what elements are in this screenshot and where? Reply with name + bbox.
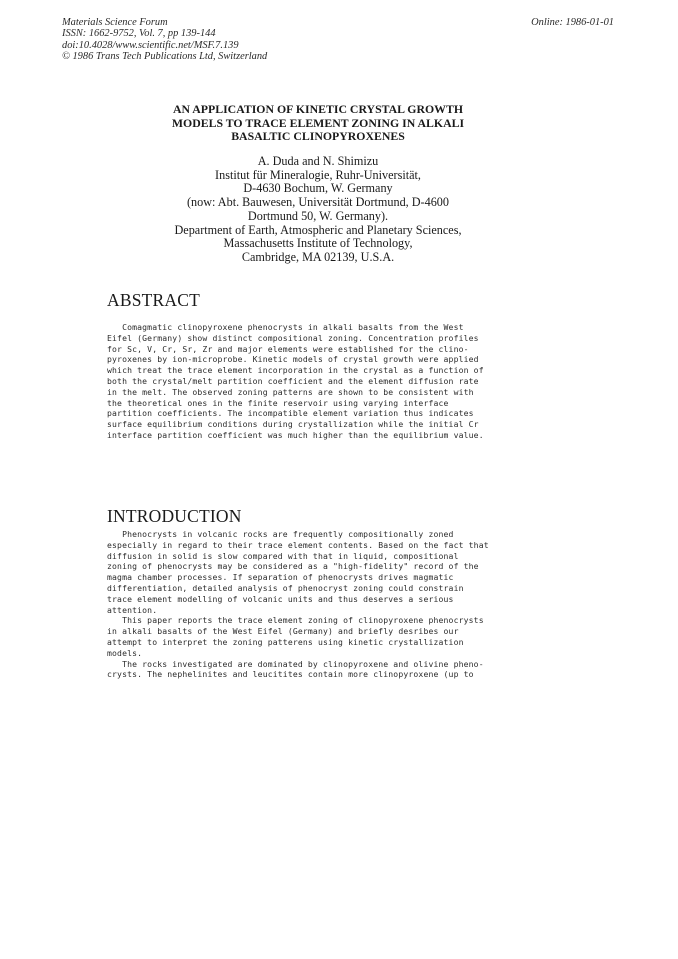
journal-name: Materials Science Forum xyxy=(62,17,168,28)
journal-doi[interactable]: doi:10.4028/www.scientific.net/MSF.7.139 xyxy=(62,39,239,51)
abstract-line: partition coefficients. The incompatible element variation thus indicates xyxy=(107,408,474,419)
intro-line: magma chamber processes. If separation of phenocrysts drives magmatic xyxy=(107,572,454,583)
journal-copyright: © 1986 Trans Tech Publications Ltd, Switzerland xyxy=(62,51,268,63)
abstract-line: pyroxenes by ion-microprobe. Kinetic models of crystal growth were applied xyxy=(107,354,479,365)
abstract-line: for Sc, V, Cr, Sr, Zr and major elements were established for the clino- xyxy=(107,343,469,354)
introduction-heading: INTRODUCTION xyxy=(107,506,242,526)
intro-line: trace element modelling of volcanic units and thus deserves a serious xyxy=(107,593,454,604)
introduction-body xyxy=(107,529,489,680)
abstract-line: which treat the trace element incorporation in the crystal as a function of xyxy=(107,365,484,376)
affiliation-line: Institut für Mineralogie, Ruhr-Universität, xyxy=(215,167,421,182)
online-date: Online: 1986-01-01 xyxy=(531,17,614,28)
affiliation-line: (now: Abt. Bauwesen, Universität Dortmund, D-4600 xyxy=(187,195,449,210)
intro-line: diffusion in solid is slow compared with that in liquid, compositional xyxy=(107,550,459,561)
intro-line: The rocks investigated are dominated by clinopyroxene and olivine pheno- xyxy=(107,658,484,669)
intro-line: crysts. The nephelinites and leucitites contain more clinopyroxene (up to xyxy=(107,669,474,680)
intro-line: especially in regard to their trace element contents. Based on the fact that xyxy=(107,539,489,550)
abstract-body xyxy=(107,322,484,441)
authors: A. Duda and N. Shimizu xyxy=(257,154,379,168)
abstract-line: Eifel (Germany) show distinct compositional zoning. Concentration profiles xyxy=(107,332,479,343)
paper-title xyxy=(108,103,528,144)
intro-line: attempt to interpret the zoning patterens using kinetic crystallization xyxy=(107,636,464,647)
journal-header xyxy=(62,17,267,63)
abstract-line: the theoretical ones in the finite reservoir using varying interface xyxy=(107,397,449,408)
abstract-line: interface partition coefficient was much higher than the equilibrium value. xyxy=(107,429,484,440)
affiliation-line: Dortmund 50, W. Germany). xyxy=(247,208,389,223)
affiliation-line: Department of Earth, Atmospheric and Planetary Sciences, xyxy=(174,222,462,237)
affiliation-line: D-4630 Bochum, W. Germany xyxy=(243,181,393,196)
affiliation-line: Massachusetts Institute of Technology, xyxy=(223,236,413,251)
intro-line: Phenocrysts in volcanic rocks are frequently compositionally zoned xyxy=(107,529,454,539)
affiliation-line: Cambridge, MA 02139, U.S.A. xyxy=(241,249,395,264)
abstract-line: in the melt. The observed zoning patterns are shown to be consistent with xyxy=(107,386,474,397)
intro-line: zoning of phenocrysts may be considered as a "high-fidelity" record of the xyxy=(107,561,479,572)
intro-line: in alkali basalts of the West Eifel (Germany) and briefly desribes our xyxy=(107,626,459,637)
abstract-line: both the crystal/melt partition coefficient and the element diffusion rate xyxy=(107,375,479,386)
abstract-line: Comagmatic clinopyroxene phenocrysts in alkali basalts from the West xyxy=(107,322,464,332)
journal-issn: ISSN: 1662-9752, Vol. 7, pp 139-144 xyxy=(62,28,216,40)
intro-line: attention. xyxy=(107,604,158,615)
intro-line: differentiation, detailed analysis of phenocryst zoning could constrain xyxy=(107,582,464,593)
title-line: MODELS TO TRACE ELEMENT ZONING IN ALKALI xyxy=(171,115,465,130)
title-line: BASALTIC CLINOPYROXENES xyxy=(231,129,405,143)
abstract-line: surface equilibrium conditions during crystallization while the initial Cr xyxy=(107,419,479,430)
intro-line: models. xyxy=(107,647,143,658)
intro-line: This paper reports the trace element zoning of clinopyroxene phenocrysts xyxy=(107,615,484,626)
title-line: AN APPLICATION OF KINETIC CRYSTAL GROWTH xyxy=(172,102,464,116)
author-affiliations xyxy=(108,155,528,265)
abstract-heading: ABSTRACT xyxy=(107,290,201,310)
